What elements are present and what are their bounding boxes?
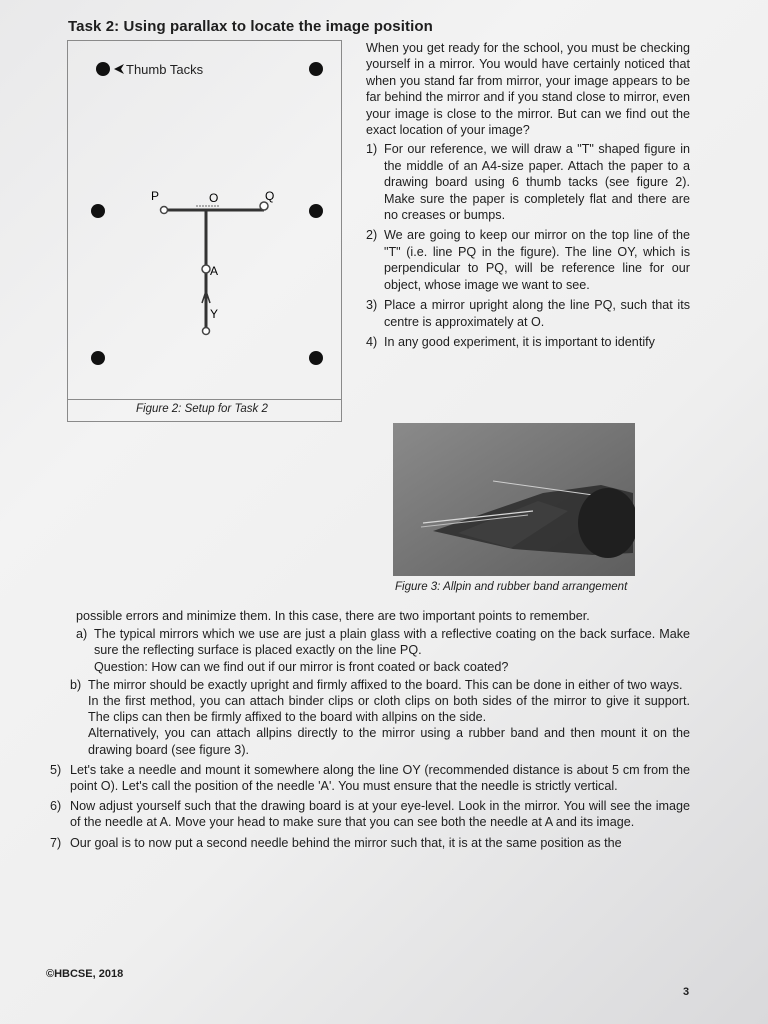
label-p: P — [151, 189, 160, 203]
thumb-tack-icon — [91, 351, 105, 365]
step-number: 1) — [366, 142, 378, 157]
step-number: 5) — [50, 762, 62, 777]
copyright-footer: ©HBCSE, 2018 — [46, 968, 124, 980]
step-6 — [50, 798, 690, 830]
legend-tack-icon — [96, 62, 110, 76]
step-1 — [366, 141, 690, 223]
legend-arrow-icon — [114, 64, 124, 74]
thumb-tack-icon — [309, 351, 323, 365]
figure-3-caption: Figure 3: Allpin and rubber band arrangement — [395, 581, 628, 593]
figure-2-diagram — [68, 41, 343, 423]
thumb-tack-icon — [309, 62, 323, 76]
step-number: 6) — [50, 799, 62, 814]
sub-a-text: The typical mirrors which we use are just a plain glass with a reflective coating on the back surface. Make sure the reflecting surface is placed exactly on the line PQ. — [94, 627, 690, 658]
step-text: We are going to keep our mirror on the top line of the "T" (i.e. line PQ in the figure). The line OY, which is perpendicular to PQ, will be reference line for our object, whose image we want to see. — [384, 228, 690, 292]
step-4 — [366, 334, 690, 350]
label-a: A — [210, 264, 219, 278]
legend-label: Thumb Tacks — [126, 62, 204, 77]
figure-3-photo — [393, 423, 635, 576]
step-number: 4) — [366, 334, 378, 349]
sub-label: a) — [76, 627, 88, 642]
step-5 — [50, 762, 690, 794]
sub-item-a — [50, 626, 690, 675]
thumb-tack-icon — [309, 204, 323, 218]
label-o: O — [209, 191, 219, 205]
label-y: Y — [210, 307, 219, 321]
continuation-paragraph: possible errors and minimize them. In this case, there are two important points to remember. — [76, 609, 590, 623]
right-column — [366, 40, 690, 354]
sub-b-text: The mirror should be exactly upright and firmly affixed to the board. This can be done in either of two ways. — [88, 677, 683, 692]
figure-2-caption-row — [68, 399, 341, 421]
step-text: In any good experiment, it is important to identify — [384, 334, 655, 349]
sub-item-b — [50, 677, 690, 758]
step-text: For our reference, we will draw a "T" shaped figure in the middle of an A4-size paper. Attach the paper to a drawing board using 6 thumb tacks (see figure 2). Make sure the paper is completely flat and there are no creases or bumps. — [384, 142, 690, 223]
step-number: 2) — [366, 228, 378, 243]
step-3 — [366, 297, 690, 330]
task-title: Task 2: Using parallax to locate the image position — [68, 18, 433, 35]
label-q: Q — [265, 189, 275, 203]
figure-2-caption: Figure 2: Setup for Task 2 — [136, 403, 268, 415]
step-number: 7) — [50, 835, 62, 850]
step-text: Our goal is to now put a second needle behind the mirror such that, it is at the same position as the — [70, 835, 622, 850]
page-number: 3 — [683, 986, 690, 998]
thumb-tack-icon — [91, 204, 105, 218]
step-7 — [50, 835, 690, 851]
point-q-marker — [260, 202, 268, 210]
point-p-marker — [161, 207, 168, 214]
sub-label: b) — [70, 677, 82, 692]
step-2 — [366, 227, 690, 293]
sub-a-question: Question: How can we find out if our mirror is front coated or back coated? — [94, 659, 509, 674]
figure-2-setup — [67, 40, 342, 422]
main-text — [50, 608, 690, 851]
sub-b-para2: Alternatively, you can attach allpins directly to the mirror using a rubber band and then mount it on the drawing board (see figure 3). — [88, 726, 690, 757]
step-text: Now adjust yourself such that the drawing board is at your eye-level. Look in the mirror. You will see the image of the needle at A. Move your head to make sure that you can see both the needle at A and its image. — [70, 799, 690, 830]
step-text: Place a mirror upright along the line PQ, such that its centre is approximately at O. — [384, 298, 690, 329]
step-number: 3) — [366, 298, 378, 313]
point-a-marker — [202, 265, 210, 273]
step-text: Let's take a needle and mount it somewhere along the line OY (recommended distance is about 5 cm from the point O). Let's call the position of the needle 'A'. You must ensure that the needle is strictly vertical. — [70, 762, 690, 794]
sub-b-para1: In the first method, you can attach binder clips or cloth clips on both sides of the mirror to give it support. The clips can then be firmly affixed to the board with allpins on the side. — [88, 694, 690, 725]
intro-paragraph: When you get ready for the school, you must be checking yourself in a mirror. You would have certainly noticed that when you stand far from mirror, your image appears to be far behind the mirror and if you stand close to mirror, even your image is close to the mirror. But can we find out the exact location of your image? — [366, 41, 690, 138]
point-y-marker — [203, 328, 210, 335]
photo-illustration — [393, 423, 635, 576]
